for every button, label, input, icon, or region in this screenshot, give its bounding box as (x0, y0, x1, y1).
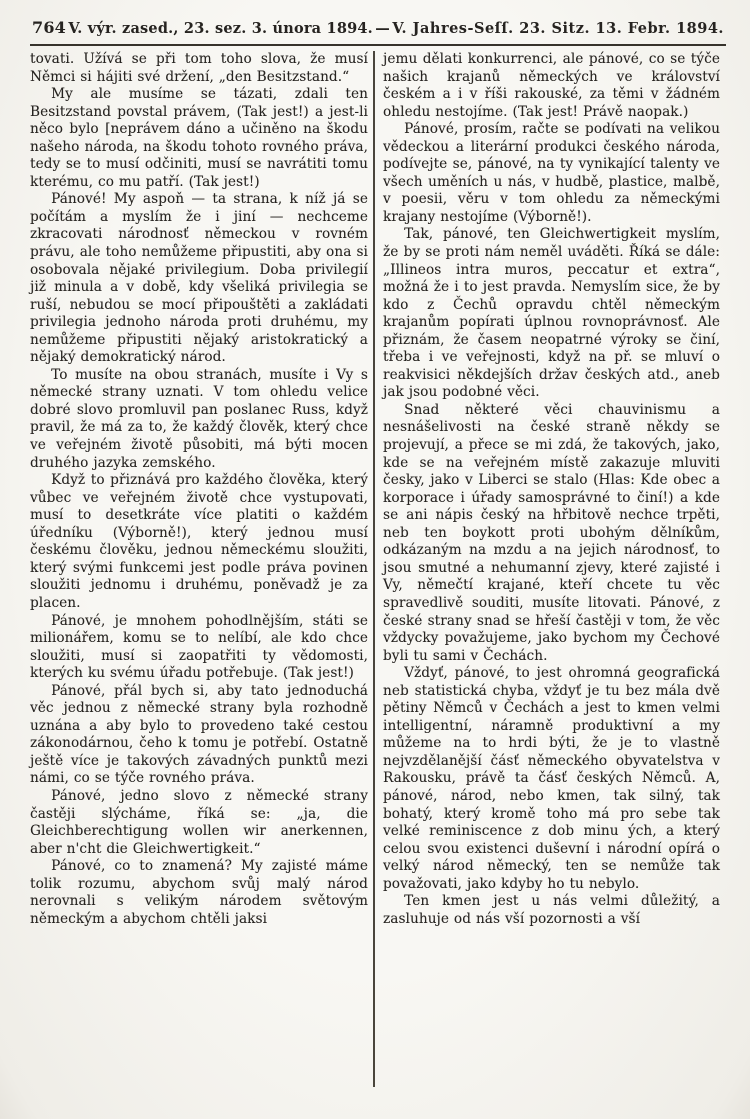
page-number: 764 (32, 18, 66, 37)
paragraph: Tak, pánové, ten Gleichwertigkeit myslím, že by se proti nám neměl uváděti. Říká se dále: „Illineos intra muros, peccatur et extra“, možná že i to jest pravda. Nemyslím sice, že by kdo z Čechů opravdu chtěl německým krajanům popírati úplnou rovnoprávnosť. Ale přiznám, že časem neopatrné výroky se činí, třeba i ve veřejnosti, když na př. se mluví o reakvisici někdejších držav českých atd., aneb jak jsou podobné věci. (383, 226, 720, 401)
paragraph: Pánové, jedno slovo z německé strany častěji slýcháme, říká se: „ja, die Gleichberechtigung wollen wir anerkennen, aber n'cht die Gleichwertigkeit.“ (30, 787, 368, 857)
paragraph: tovati. Užívá se při tom toho slova, že musí Němci si hájiti své držení, „den Besitzstand.“ (30, 51, 368, 85)
left-column (30, 51, 373, 1087)
text-columns (30, 51, 726, 1087)
paragraph: Pánové! My aspoň — ta strana, k níž já se počítám a myslím že i jiní — nechceme zkracovati národnosť německou v rovném právu, ale toho nemůžeme připustiti, aby ona si osobovala nějaké privilegium. Doba privilegií již minula a v době, kdy všeliká privilegia se ruší, nebudou se mocí připouštěti a zakládati privilegia jednoho národa proti druhému, my nemůžeme připustiti nějaký aristokratický a nějaký demokratický národ. (30, 191, 368, 366)
right-column (375, 51, 720, 1087)
header-dash: — (375, 20, 390, 37)
paragraph: Ten kmen jest u nás velmi důležitý, a zasluhuje od nás vší pozornosti a vší (383, 893, 720, 927)
header-session-czech: V. výr. zased., 23. sez. 3. února 1894. (68, 20, 373, 37)
header-session-german: V. Jahres-Seſſ. 23. Sitz. 13. Febr. 1894. (392, 20, 724, 37)
paragraph: Snad některé věci chauvinismu a nesnášelivosti na české straně někdy se projevují, a přece se mi zdá, že takových, jako, kde se na veřejném místě zakazuje mluviti česky, jako v Liberci se stalo (Hlas: Kde obec a korporace i úřady samosprávné to činí!) a kde se ani nápis český na hřbitově nechce trpěti, neb ten boykott proti ubohým dělníkům, odkázaným na mzdu a na jejich národnosť, to jsou smutné a nehumanní zjevy, které zajisté i Vy, němečtí krajané, kteří chcete tu věc spravedlivě souditi, musíte litovati. Pánové, z české strany snad se hřeší častěji v tom, že věc vždycky považujeme, jako bychom my Čechové byli tu sami v Čechách. (383, 401, 720, 664)
paragraph: Pánové, přál bych si, aby tato jednoduchá věc jednou z německé strany byla rozhodně uznána a aby bylo to provedeno také cestou zákonodárnou, čeho k tomu je potřebí. Ostatně ještě více je takových závadných punktů mezi námi, co se týče rovného práva. (30, 682, 368, 787)
page-header (30, 16, 726, 46)
paragraph: Pánové, co to znamená? My zajisté máme tolik rozumu, abychom svůj malý národ nerovnali s velikým národem světovým německým a abychom chtěli jaksi (30, 858, 368, 927)
paragraph: jemu dělati konkurrenci, ale pánové, co se týče našich krajanů německých ve království českém a i v říši rakouské, za těmi v žádném ohledu nestojíme. (Tak jest! Právě naopak.) (383, 51, 720, 120)
paragraph: My ale musíme se tázati, zdali ten Besitzstand povstal právem, (Tak jest!) a jest-li něco bylo [neprávem dáno a učiněno na škodu našeho národa, na škodu tohoto rovného práva, tedy se to musí odčiniti, musí se navrátiti tomu kterému, co mu patří. (Tak jest!) (30, 86, 368, 190)
paragraph: Vždyť, pánové, to jest ohromná geografická neb statistická chyba, vždyť je tu bez mála dvě pětiny Němců v Čechách a jest to kmen velmi intelligentní, náramně produktivní a my můžeme na to hrdi býti, že je to vlastně nejvzdělanější čásť německého obyvatelstva v Rakousku, právě ta čásť českých Němců. A, pánové, národ, nebo kmen, tak silný, tak bohatý, který kromě toho má pro sebe tak velké reminiscence z dob minu ých, a který celou svou existenci duševní i národní opírá o velký národ německý, ten se nemůže tak považovati, jako kdyby ho tu nebylo. (383, 665, 720, 892)
paragraph: To musíte na obou stranách, musíte i Vy s německé strany uznati. V tom ohledu velice dobré slovo promluvil pan poslanec Russ, když pravil, že má za to, že každý člověk, který chce ve veřejném životě působiti, má býti mocen druhého jazyka zemského. (30, 366, 368, 471)
paragraph: Pánové, je mnohem pohodlnějším, státi se milionářem, komu se to nelíbí, ale kdo chce sloužiti, musí si zaopatřiti ty vědomosti, kterých ku svému úřadu potřebuje. (Tak jest!) (30, 612, 368, 682)
paragraph: Pánové, prosím, račte se podívati na velikou vědeckou a literární produkci českého národa, podívejte se, pánové, na ty vynikající talenty ve všech uměních u nás, v hudbě, plastice, malbě, v poesii, věru v tom ohledu za německými krajany nestojíme (Výborně!). (383, 121, 720, 225)
paragraph: Když to přiznává pro každého člověka, který vůbec ve veřejném životě chce vystupovati, musí to desetkráte více platiti o každém úředníku (Výborně!), který jednou musí českému člověku, jednou německému sloužiti, který svými funkcemi jest podle práva povinen sloužiti jednomu i druhému, poněvadž je za placen. (30, 472, 368, 611)
